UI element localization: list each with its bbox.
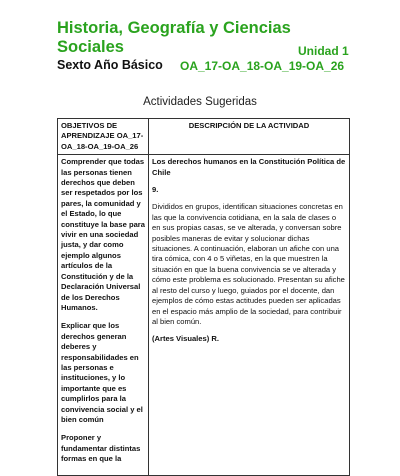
activity-number: 9.: [152, 185, 159, 195]
table-row: [58, 155, 350, 475]
grade-label: Sexto Año Básico: [57, 58, 163, 72]
activity-table: [57, 118, 350, 476]
activity-subject: (Artes Visuales) R.: [152, 334, 219, 344]
activity-description: Divididos en grupos, identifican situaciones concretas en las que la convivencia cotidiana, en la sala de clases o en sus propias casas, se ve alterada, y conversan sobre posibles maneras de evitar y solucionar dichas situaciones. A continuación, elaboran un afiche con una tira cómica, con 4 o 5 viñetas, en la que muestren la situación en que la buena convivencia se ve alterada y cómo este problema es solucionado. Presentan su afiche al resto del curso y luego, guiados por el docente, dan ejemplos de cómo estas actitudes pueden ser aplicadas en el espacio más amplio de la sociedad, para contribuir al bien común.: [152, 202, 345, 326]
objective-item: Proponer y fundamentar distintas formas en que la: [61, 433, 141, 464]
description-header: DESCRIPCIÓN DE LA ACTIVIDAD: [149, 119, 350, 155]
oa-codes: OA_17-OA_18-OA_19-OA_26: [180, 59, 345, 73]
objectives-cell: [58, 155, 149, 475]
unit-label: Unidad 1: [298, 44, 349, 58]
objectives-header: OBJETIVOS DE APRENDIZAJE OA_17-OA_18-OA_19-OA_26: [58, 119, 149, 155]
section-title: Actividades Sugeridas: [143, 96, 257, 108]
activity-cell: [149, 155, 350, 475]
activity-title: Los derechos humanos en la Constitución Política de Chile: [152, 157, 346, 177]
objective-item: Comprender que todas las personas tienen derechos que deben ser respetados por los pares, la comunidad y el Estado, lo que constituye la base para vivir en una sociedad justa, y dar como ejemplo algunos artículos de la Constitución y de la Declaración Universal de los Derechos Humanos.: [61, 157, 145, 312]
table-header-row: [58, 119, 350, 155]
objective-item: Explicar que los derechos generan deberes y responsabilidades en las personas e instituciones, y lo importante que es cumplirlos para la convivencia social y el bien común: [61, 321, 143, 424]
document-title: Historia, Geografía y Ciencias Sociales: [57, 19, 291, 56]
